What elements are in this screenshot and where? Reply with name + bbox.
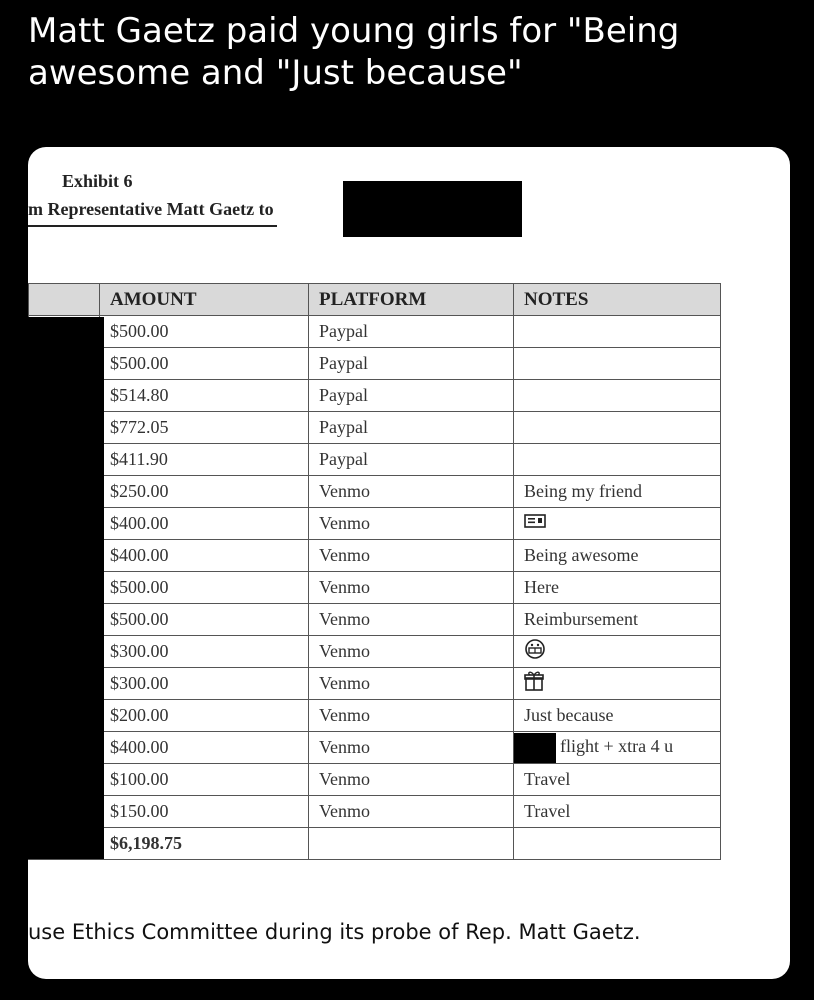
table-row	[29, 572, 721, 604]
amount-cell: $300.00	[100, 636, 309, 668]
platform-cell: Venmo	[309, 540, 514, 572]
table-body	[29, 316, 721, 860]
table-row	[29, 508, 721, 540]
money-icon	[524, 512, 546, 535]
platform-cell: Paypal	[309, 316, 514, 348]
notes-text: Being awesome	[524, 545, 639, 565]
amount-cell: $500.00	[100, 572, 309, 604]
notes-text: Here	[524, 577, 559, 597]
notes-cell	[514, 636, 721, 668]
notes-cell	[514, 700, 721, 732]
total-amount: $6,198.75	[100, 828, 309, 860]
amount-cell: $772.05	[100, 412, 309, 444]
table-row	[29, 476, 721, 508]
gift-icon	[524, 670, 544, 697]
table-row	[29, 636, 721, 668]
empty-cell	[514, 828, 721, 860]
platform-cell: Venmo	[309, 508, 514, 540]
table-row	[29, 700, 721, 732]
amount-cell: $500.00	[100, 348, 309, 380]
table-row	[29, 412, 721, 444]
table-row	[29, 764, 721, 796]
notes-text: Just because	[524, 705, 614, 725]
image-caption: use Ethics Committee during its probe of Rep. Matt Gaetz.	[28, 920, 641, 944]
table-row	[29, 604, 721, 636]
platform-cell: Paypal	[309, 348, 514, 380]
platform-cell: Paypal	[309, 444, 514, 476]
platform-cell: Venmo	[309, 636, 514, 668]
amount-cell: $400.00	[100, 732, 309, 764]
amount-cell: $400.00	[100, 540, 309, 572]
redaction-box-dates	[28, 317, 104, 859]
notes-cell	[514, 668, 721, 700]
header-platform: PLATFORM	[309, 284, 514, 316]
notes-cell	[514, 348, 721, 380]
notes-cell	[514, 796, 721, 828]
amount-cell: $300.00	[100, 668, 309, 700]
platform-cell: Venmo	[309, 572, 514, 604]
header-cell-redacted	[29, 284, 100, 316]
notes-text: Reimbursement	[524, 609, 638, 629]
notes-text: flight + xtra 4 u	[560, 735, 674, 756]
notes-cell	[514, 572, 721, 604]
empty-cell	[309, 828, 514, 860]
notes-text: Travel	[524, 769, 571, 789]
total-row	[29, 828, 721, 860]
amount-cell: $411.90	[100, 444, 309, 476]
table-row	[29, 668, 721, 700]
exhibit-subtitle: m Representative Matt Gaetz to	[28, 199, 277, 227]
payments-table	[28, 283, 721, 860]
amount-cell: $514.80	[100, 380, 309, 412]
platform-cell: Venmo	[309, 668, 514, 700]
notes-text: Being my friend	[524, 481, 642, 501]
amount-cell: $500.00	[100, 316, 309, 348]
exhibit-title: Exhibit 6	[62, 171, 133, 191]
tweet-text	[28, 10, 788, 94]
notes-cell	[514, 316, 721, 348]
amount-cell: $500.00	[100, 604, 309, 636]
platform-cell: Venmo	[309, 700, 514, 732]
notes-cell	[514, 380, 721, 412]
redaction-box-recipient	[343, 181, 522, 237]
table-row	[29, 348, 721, 380]
amount-cell: $400.00	[100, 508, 309, 540]
redaction-box-note	[514, 733, 556, 763]
notes-cell	[514, 412, 721, 444]
table-row	[29, 316, 721, 348]
table-row	[29, 732, 721, 764]
notes-cell	[514, 604, 721, 636]
platform-cell: Venmo	[309, 764, 514, 796]
tweet-image-card[interactable]	[28, 147, 790, 979]
notes-cell	[514, 476, 721, 508]
platform-cell: Paypal	[309, 412, 514, 444]
platform-cell: Venmo	[309, 476, 514, 508]
amount-cell: $250.00	[100, 476, 309, 508]
notes-cell	[514, 764, 721, 796]
notes-cell	[514, 508, 721, 540]
platform-cell: Venmo	[309, 732, 514, 764]
tweet-text-line-2: awesome and "Just because"	[28, 53, 523, 93]
notes-text: Travel	[524, 801, 571, 821]
notes-cell	[514, 732, 721, 764]
header-amount: AMOUNT	[100, 284, 309, 316]
amount-cell: $100.00	[100, 764, 309, 796]
tweet-text-line-1: Matt Gaetz paid young girls for "Being	[28, 11, 680, 51]
platform-cell: Venmo	[309, 796, 514, 828]
face-icon	[524, 638, 546, 665]
table-row	[29, 444, 721, 476]
table-row	[29, 380, 721, 412]
platform-cell: Paypal	[309, 380, 514, 412]
notes-cell	[514, 540, 721, 572]
platform-cell: Venmo	[309, 604, 514, 636]
table-row	[29, 796, 721, 828]
notes-cell	[514, 444, 721, 476]
header-notes: NOTES	[514, 284, 721, 316]
amount-cell: $200.00	[100, 700, 309, 732]
table-header-row	[29, 284, 721, 316]
table-row	[29, 540, 721, 572]
amount-cell: $150.00	[100, 796, 309, 828]
